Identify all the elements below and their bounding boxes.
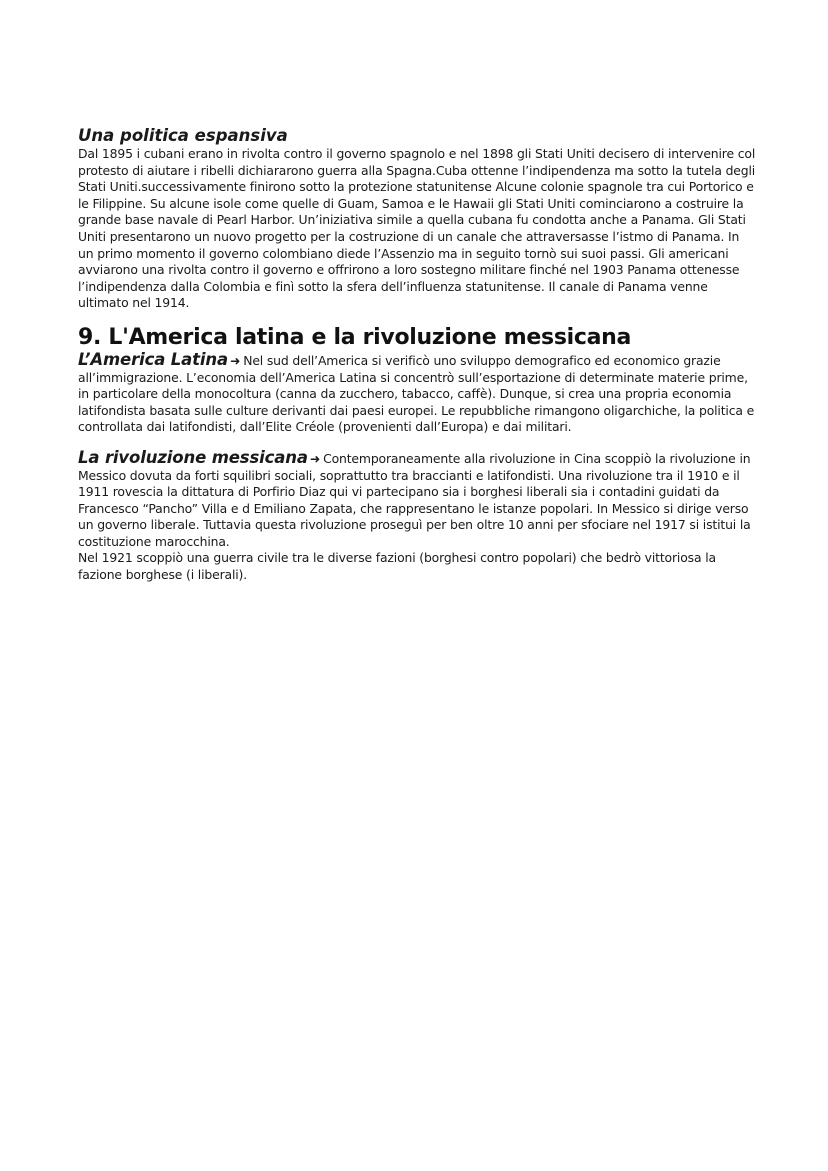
section-title: 9. L'America latina e la rivoluzione messicana	[78, 324, 632, 350]
paragraph-america-latina	[78, 349, 758, 436]
subheading-politica-espansiva: Una politica espansiva	[78, 126, 288, 145]
text-america-latina: Nel sud dell’America si verificò uno sviluppo demografico ed economico grazie all’immigrazione. L’economia dell’America Latina si concentrò sull’esportazione di determinate materie prime, in particolare della monocoltura (canna da zucchero, tabacco, caffè). Dunque, si crea una propria economia latifondista basata sulle culture derivanti dai paesi europei. Le repubbliche rimangono oligarchiche, la politica e controllata dai latifondisti, dall’Elite Créole (provenienti dall’Europa) e dai militari.	[78, 352, 755, 435]
text-rivoluzione-messicana: Contemporaneamente alla rivoluzione in Cina scoppiò la rivoluzione in Messico dovuta da forti squilibri sociali, soprattutto tra braccianti e latifondisti. Una rivoluzione tra il 1910 e il 1911 rovescia la dittatura di Porfirio Diaz qui vi partecipano sia i borghesi liberali sia i contadini guidati da Francesco “Pancho” Villa e d Emiliano Zapata, che rappresentano le istanze popolari. In Messico si dirige verso un governo liberale. Tuttavia questa rivoluzione proseguì per ben oltre 10 anni per sfociare nel 1917 si istitui la costituzione marocchina.	[78, 450, 751, 549]
paragraph-rivoluzione-messicana	[78, 447, 758, 551]
paragraph-politica-espansiva: Dal 1895 i cubani erano in rivolta contro il governo spagnolo e nel 1898 gli Stati Uniti decisero di intervenire col protesto di aiutare i ribelli dichiararono guerra alla Spagna.Cuba ottenne l’indipendenza ma sotto la tutela degli Stati Uniti.successivamente finirono sotto la protezione statunitense Alcune colonie spagnole tra cui Portorico e le Filippine. Su alcune isole come quelle di Guam, Samoa e le Hawaii gli Stati Uniti cominciarono a costruire la grande base navale di Pearl Harbor. Un’iniziativa simile a quella cubana fu condotta anche a Panama. Gli Stati Uniti presentarono un nuovo progetto per la costruzione di un canale che attraversasse l’istmo di Panama. In un primo momento il governo colombiano diede l’Assenzio ma in seguito tornò sui suoi passi. Gli americani avviarono una rivolta contro il governo e offrirono a loro sostegno militare finché nel 1903 Panama ottenesse l’indipendenza dalla Colombia e finì sotto la sfera dell’influenza statunitense. Il canale di Panama venne ultimato nel 1914.	[78, 146, 756, 311]
inline-heading-rivoluzione-messicana: La rivoluzione messicana	[78, 447, 308, 467]
inline-heading-america-latina: L’America Latina	[78, 349, 228, 369]
arrow-right-icon: ➜	[309, 450, 321, 466]
paragraph-guerra-civile: Nel 1921 scoppiò una guerra civile tra le diverse fazioni (borghesi contro popolari) che bedrò vittoriosa la fazione borghese (i liberali).	[78, 550, 716, 583]
arrow-right-icon: ➜	[229, 352, 241, 368]
page-content	[78, 126, 758, 584]
